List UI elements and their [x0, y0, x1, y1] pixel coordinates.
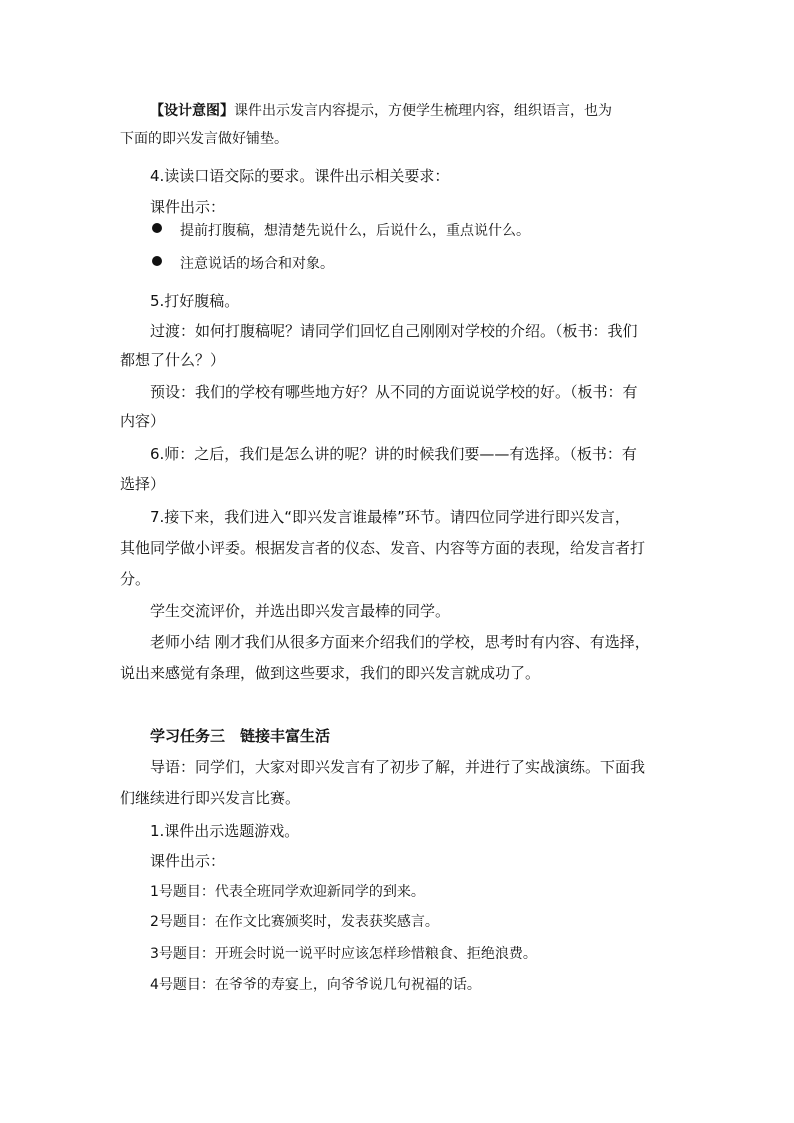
item-7-line-2: 其他同学做小评委。根据发言者的仪态、发音、内容等方面的表现，给发言者打: [120, 539, 646, 557]
summary-line-1: 老师小结 刚才我们从很多方面来介绍我们的学校，思考时有内容、有选择，: [150, 633, 650, 651]
intro-line-2: 们继续进行即兴发言比赛。: [120, 789, 301, 807]
student-evaluation: 学生交流评价，并选出即兴发言最棒的同学。: [150, 602, 451, 620]
bullet-icon: [152, 256, 162, 266]
item-7-line-1: 7.接下来，我们进入“即兴发言谁最棒”环节。请四位同学进行即兴发言，: [150, 508, 630, 526]
item-1: 1.课件出示选题游戏。: [150, 822, 300, 840]
summary-line-2: 说出来感觉有条理，做到这些要求，我们的即兴发言就成功了。: [120, 664, 541, 682]
topic-item: 4号题目：在爷爷的寿宴上，向爷爷说几句祝福的话。: [150, 977, 481, 993]
bullet-text-1: 提前打腹稿，想清楚先说什么，后说什么，重点说什么。: [180, 223, 530, 239]
transition-line-2: 都想了什么？）: [120, 351, 226, 369]
preset-line-2: 内容）: [120, 412, 166, 430]
task-heading: 学习任务三 链接丰富生活: [150, 727, 331, 745]
preset-line-1: 预设：我们的学校有哪些地方好？从不同的方面说说学校的好。（板书：有: [150, 383, 638, 401]
item-6-line-1: 6.师：之后，我们是怎么讲的呢？讲的时候我们要——有选择。（板书：有: [150, 445, 637, 463]
bullet-text-2: 注意说话的场合和对象。: [180, 256, 334, 272]
intro-line-1: 导语：同学们，大家对即兴发言有了初步了解，并进行了实战演练。下面我: [150, 758, 646, 776]
design-intent-line-1: [150, 100, 710, 122]
item-7-line-3: 分。: [120, 570, 151, 588]
design-intent-line-2: 下面的即兴发言做好铺垫。: [120, 131, 288, 147]
courseware-label: 课件出示：: [150, 198, 226, 216]
bullet-item-1: [152, 220, 672, 242]
topic-item: 3号题目：开班会时说一说平时应该怎样珍惜粮食、拒绝浪费。: [150, 946, 537, 962]
topic-item: 1号题目：代表全班同学欢迎新同学的到来。: [150, 884, 425, 900]
item-4: 4.读读口语交际的要求。课件出示相关要求：: [150, 167, 450, 185]
courseware-label-2: 课件出示：: [150, 852, 226, 870]
design-intent-text: 课件出示发言内容提示，方便学生梳理内容，组织语言，也为: [234, 103, 612, 119]
bullet-icon: [152, 223, 162, 233]
transition-line-1: 过渡：如何打腹稿呢？请同学们回忆自己刚刚对学校的介绍。（板书：我们: [150, 322, 638, 340]
bullet-item-2: [152, 253, 672, 275]
item-5: 5.打好腹稿。: [150, 292, 240, 310]
item-6-line-2: 选择）: [120, 475, 166, 493]
topic-item: 2号题目：在作文比赛颁奖时，发表获奖感言。: [150, 914, 439, 930]
design-intent-label: 【设计意图】: [150, 103, 234, 119]
